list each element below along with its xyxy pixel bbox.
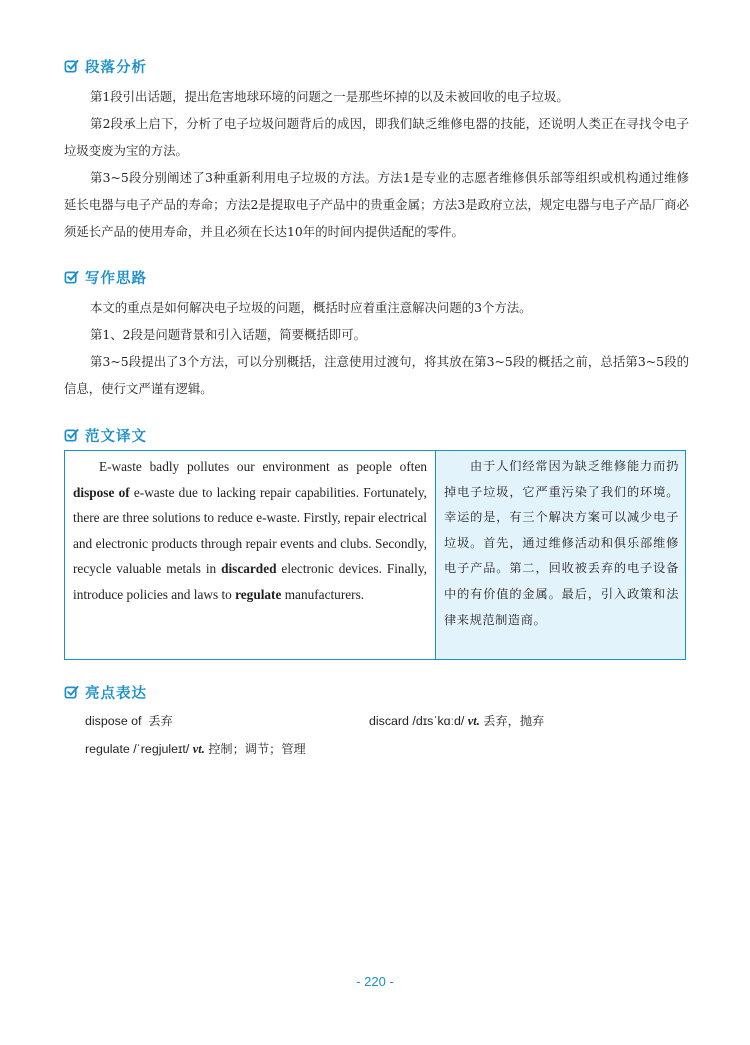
expression-pos: vt. [467,714,480,728]
page-number: - 220 - [356,974,394,989]
expression-item [85,740,306,757]
section-paragraph-analysis [64,55,689,245]
english-model-essay [64,450,435,660]
section-model-translation [64,424,689,446]
paragraph: 第2段承上启下，分析了电子垃圾问题背后的成因，即我们缺乏维修电器的技能，还说明人类正在寻找令电子垃圾变废为宝的方法。 [64,116,689,158]
section-title-text: 范文译文 [85,428,147,445]
expression-item [85,712,173,729]
checkbox-check-icon [64,270,79,285]
expression-meaning: 丢弃，抛弃 [483,714,545,728]
expression-word: discard [369,714,409,728]
essay-text: E-waste badly pollutes our environment as people often [99,459,427,474]
checkbox-check-icon [64,428,79,443]
expression-phonetic: /ˈreɡjuleɪt/ [133,742,190,756]
expression-phonetic: /dɪsˈkɑːd/ [412,714,465,728]
section-highlights [64,681,689,703]
paragraph: 第3~5段提出了3个方法，可以分别概括，注意使用过渡句，将其放在第3~5段的概括之前，总括第3~5段的信息，使行文严谨有逻辑。 [64,354,689,396]
chinese-translation: 由于人们经常因为缺乏维修能力而扔掉电子垃圾，它严重污染了我们的环境。幸运的是，有三个解决方案可以减少电子垃圾。首先，通过维修活动和俱乐部维修电子产品。第二，回收被丢弃的电子设备中的有价值的金属。最后，引入政策和法律来规范制造商。 [435,450,686,660]
section-title [64,424,689,446]
expression-pos: vt. [192,742,205,756]
section-title-text: 段落分析 [85,59,147,76]
section-title-text: 写作思路 [85,270,147,287]
section-title [64,266,689,288]
essay-text: manufacturers. [281,586,365,602]
expression-item [369,712,544,729]
expression-word: dispose of [85,714,142,728]
paragraph: 本文的重点是如何解决电子垃圾的问题，概括时应着重注意解决问题的3个方法。 [90,300,532,315]
checkbox-check-icon [64,685,79,700]
expression-word: regulate [85,742,130,756]
essay-keyword: dispose of [73,484,130,500]
paragraph: 第1段引出话题，提出危害地球环境的问题之一是那些坏掉的以及未被回收的电子垃圾。 [90,89,569,104]
checkbox-check-icon [64,59,79,74]
section-writing-approach [64,266,689,402]
essay-text: e-waste due to lacking repair capabilities. Fortunately, there are three solutions to reduce e-waste. Firstly, repair electrical and electronic products through repair events and clubs. Secondly, recycle valuable metals in [73,484,427,577]
essay-keyword: discarded [221,561,277,577]
paragraph: 第3~5段分别阐述了3种重新利用电子垃圾的方法。方法1是专业的志愿者维修俱乐部等组织或机构通过维修延长电器与电子产品的寿命；方法2是提取电子产品中的贵重金属；方法3是政府立法，规定电器与电子产品厂商必须延长产品的使用寿命，并且必须在长达10年的时间内提供适配的零件。 [64,170,689,239]
model-essay-table [64,450,686,660]
section-title [64,55,689,77]
expression-meaning: 控制；调节；管理 [208,742,306,756]
section-title-text: 亮点表达 [85,685,147,702]
essay-text: electronic devices. Finally, introduce policies and laws to [73,561,427,602]
expression-meaning: 丢弃 [148,714,173,728]
section-title [64,681,689,703]
essay-keyword: regulate [235,586,282,602]
paragraph: 第1、2段是问题背景和引入话题，简要概括即可。 [90,327,366,342]
